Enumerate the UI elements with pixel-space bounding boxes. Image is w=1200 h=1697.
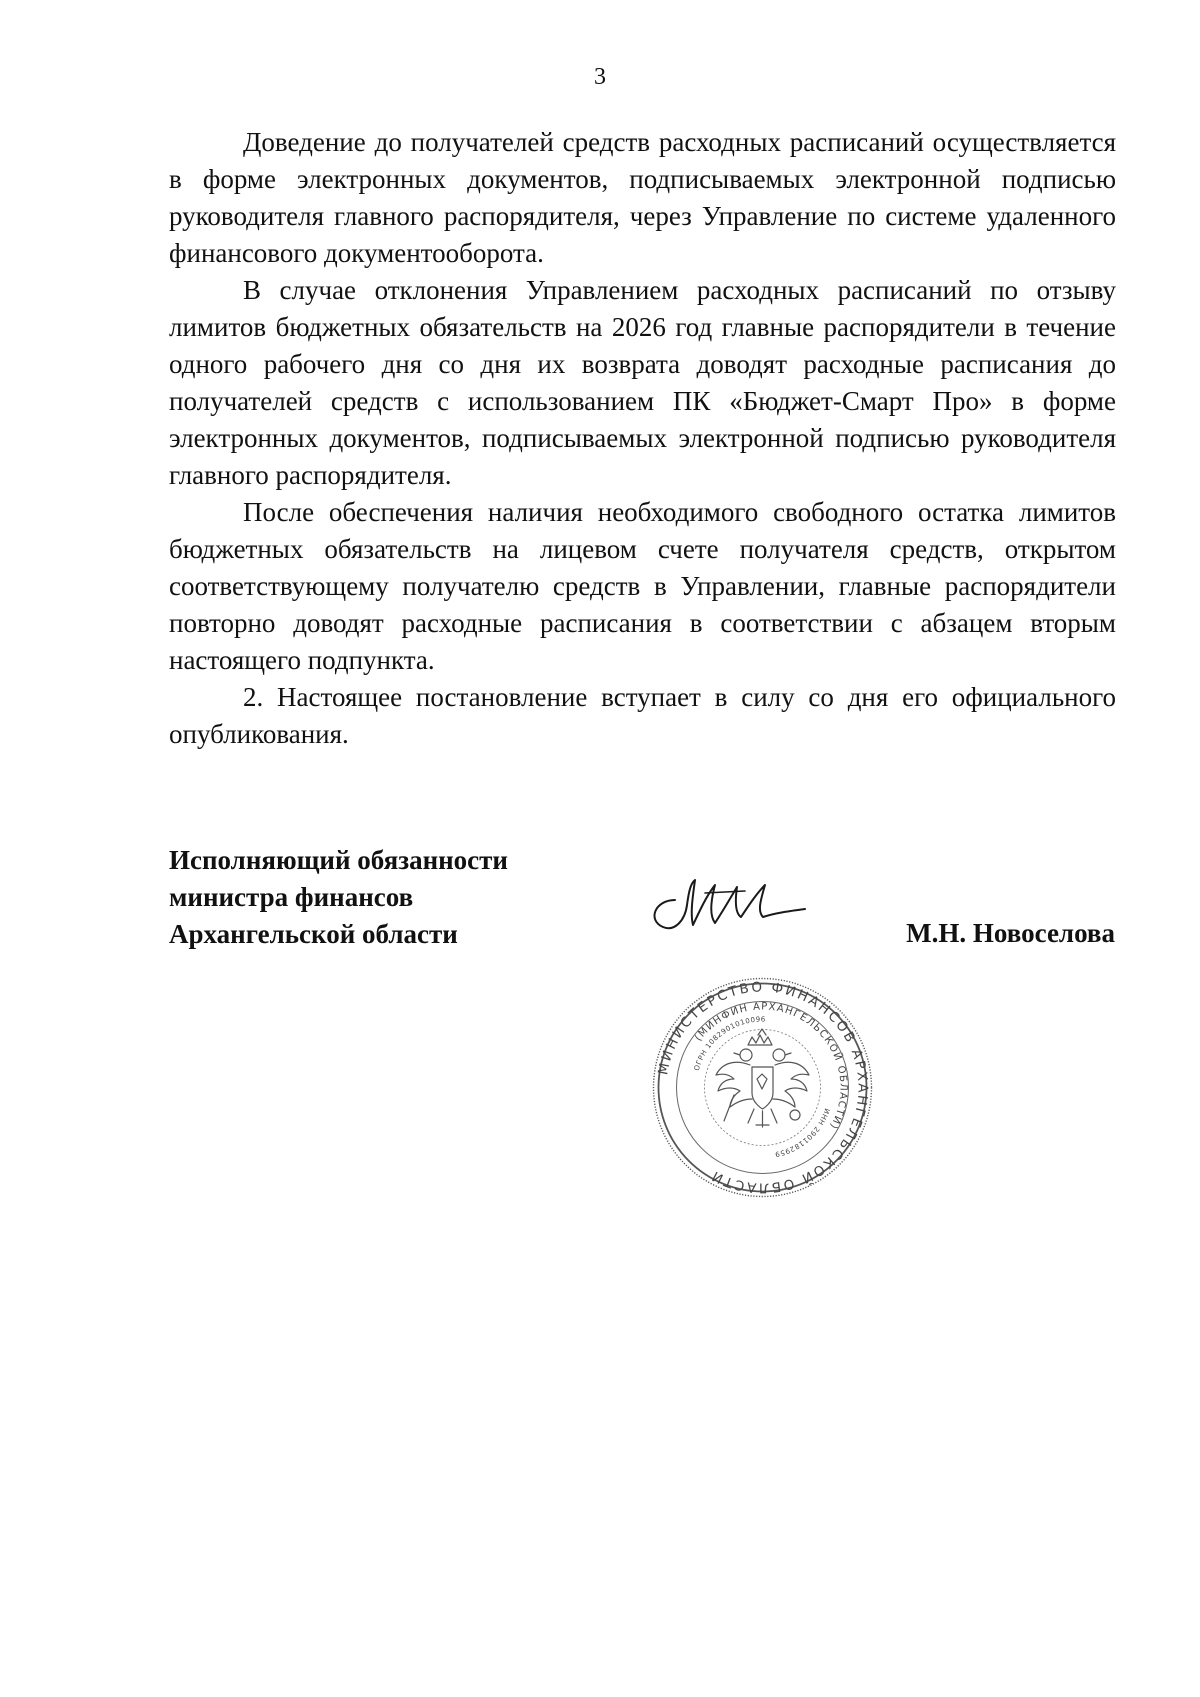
position-line-3: Архангельской области	[169, 919, 458, 949]
seal-inner-text: (МИНФИН АРХАНГЕЛЬСКОЙ ОБЛАСТИ)	[693, 1001, 849, 1132]
position-line-2: министра финансов	[169, 882, 414, 912]
handwritten-signature	[645, 865, 815, 945]
signer-name: М.Н. Новоселова	[906, 918, 1115, 948]
seal-inn-text: ИНН 2901182959	[773, 1107, 831, 1159]
document-body	[169, 124, 1116, 753]
coat-of-arms-icon	[716, 1029, 809, 1127]
paragraph-delivery: Доведение до получателей средств расходных расписаний осуществляется в форме электронных документов, подписываемых электронной подписью руководителя главного распорядителя, через Управление по системе удаленного финансового документооборота.	[169, 127, 1116, 268]
page-number: 3	[594, 64, 606, 90]
signatory-position	[169, 842, 508, 953]
seal-outer-text: МИНИСТЕРСТВО ФИНАНСОВ АРХАНГЕЛЬСКОЙ ОБЛАСТИ	[655, 979, 871, 1196]
paragraph-balance: После обеспечения наличия необходимого свободного остатка лимитов бюджетных обязательств на лицевом счете получателя средств, открытом соответствующему получателю средств в Управлении, главные распорядители повторно доводят расходные расписания в соответствии с абзацем вторым настоящего подпункта.	[169, 497, 1116, 675]
official-seal	[650, 975, 875, 1200]
position-line-1: Исполняющий обязанности	[169, 845, 508, 875]
paragraph-effective-date: 2. Настоящее постановление вступает в силу со дня его официального опубликования.	[169, 682, 1116, 749]
svg-text:ИНН 2901182959	[774, 1107, 831, 1158]
paragraph-rejection: В случае отклонения Управлением расходных расписаний по отзыву лимитов бюджетных обязательств на 2026 год главные распорядители в течение одного рабочего дня со дня их возврата доводят расходные расписания до получателей средств с использованием ПК «Бюджет-Смарт Про» в форме электронных документов, подписываемых электронной подписью руководителя главного распорядителя.	[169, 275, 1116, 490]
seal-ogrn-text: ОГРН 1082901010096	[692, 1015, 766, 1072]
